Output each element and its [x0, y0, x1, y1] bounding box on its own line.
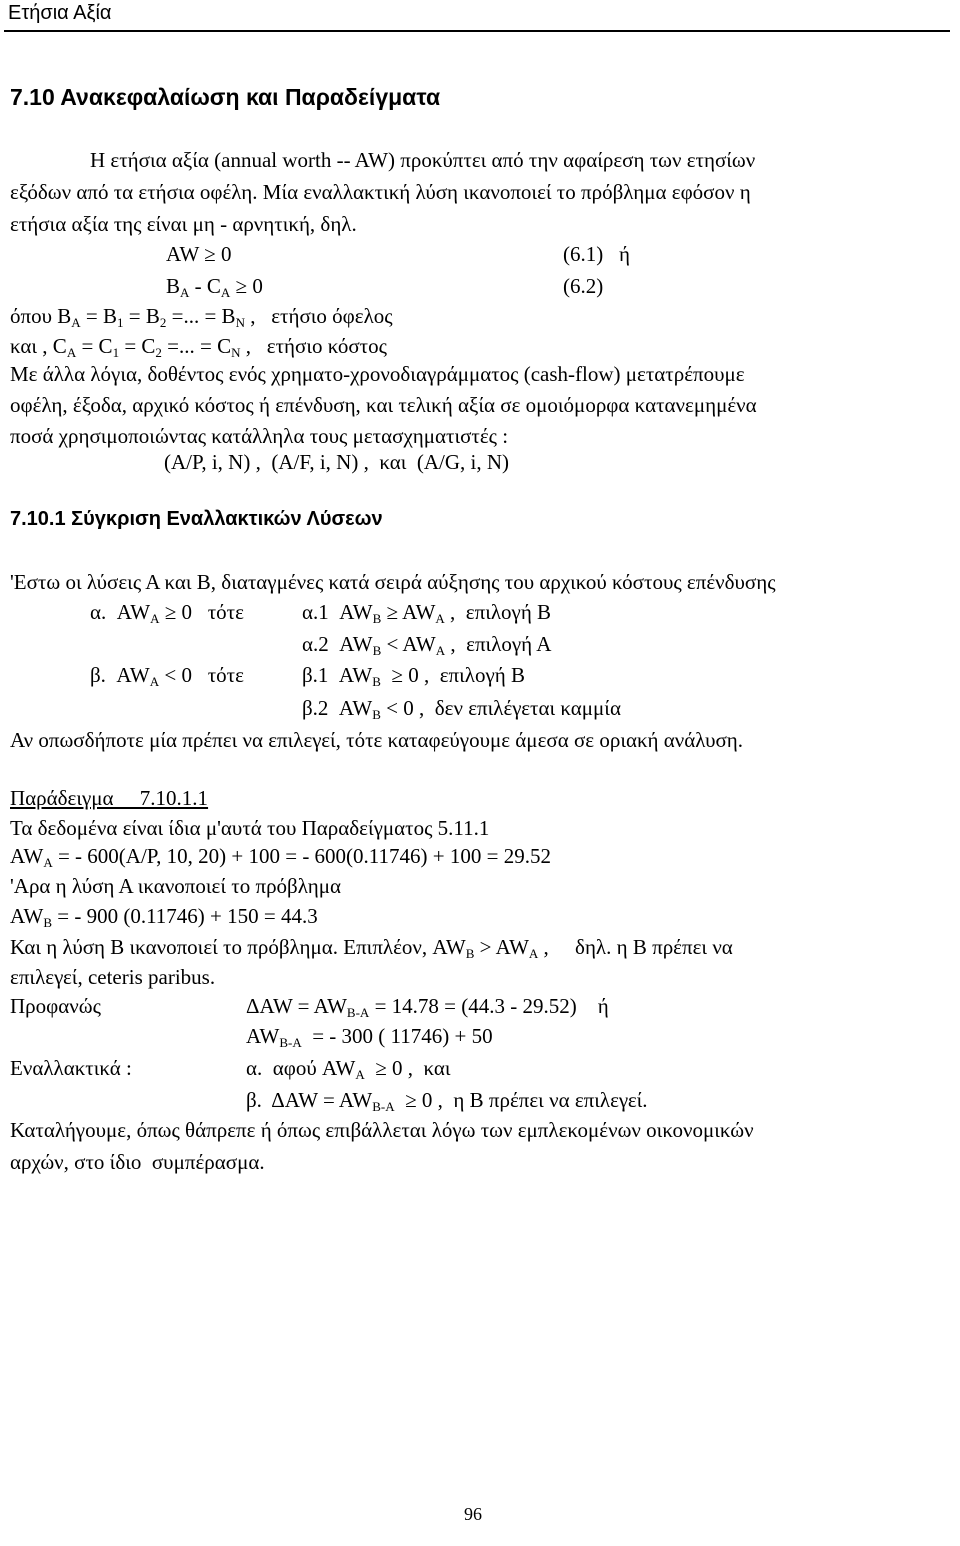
equation-6-2-ref: (6.2) [563, 274, 604, 298]
final-line-1: Καταλήγουμε, όπως θάπρεπε ή όπως επιβάλλεται λόγω των εμπλεκομένων οικονομικών [10, 1118, 754, 1142]
obviously-equation-2: $AW_{B-A}$ = - 300 ( 11746) + 50 [246, 1024, 493, 1050]
transform-factors: (A/P, i, N) , (A/F, i, N) , και (A/G, i, N) [164, 450, 510, 474]
obviously-equation: $\Delta AW = AW_{B-A} = 14.78 = (44.3 - 29.52)$ ή [246, 994, 609, 1020]
case-b2: β.2 $AW_B < 0$ , δεν επιλέγεται καμμία [302, 696, 621, 722]
paragraph-2-line-2: οφέλη, έξοδα, αρχικό κόστος ή επένδυση, και τελική αξία σε ομοιόμορφα κατανεμημένα [10, 393, 757, 417]
example-line-5: Και η λύση Β ικανοποιεί το πρόβλημα. Επιπλέον, $AW_B > AW_A$ , δηλ. η Β πρέπει να [10, 935, 733, 961]
case-b-condition: β. $AW_A < 0$ τότε [90, 663, 244, 689]
case-a2: α.2 $AW_B < AW_A$ , επιλογή Α [302, 632, 552, 658]
example-line-1: Τα δεδομένα είναι ίδια μ'αυτά του Παραδείγματος 5.11.1 [10, 816, 490, 840]
subsection-heading: 7.10.1 Σύγκριση Εναλλακτικών Λύσεων [10, 508, 383, 530]
running-header: Ετήσια Αξία [8, 2, 112, 24]
section-heading: 7.10 Ανακεφαλαίωση και Παραδείγματα [10, 84, 441, 110]
example-line-6: επιλεγεί, ceteris paribus. [10, 965, 216, 989]
equation-6-2: $B_A - C_A \ge 0$ [166, 274, 263, 300]
case-a1: α.1 $AW_B \ge AW_A$ , επιλογή Β [302, 600, 552, 626]
equation-6-1: AW ≥ 0 [166, 242, 232, 266]
example-title: Παράδειγμα 7.10.1.1 [10, 786, 209, 810]
alternatively-label: Εναλλακτικά : [10, 1056, 132, 1080]
obviously-label: Προφανώς [10, 994, 101, 1018]
intro-line-2: εξόδων από τα ετήσια οφέλη. Μία εναλλακτική λύση ικανοποιεί το πρόβλημα εφόσον η [10, 180, 751, 204]
page-number: 96 [464, 1504, 482, 1524]
case-b1: β.1 $AW_B \ge 0$ , επιλογή Β [302, 663, 525, 689]
compare-conclusion: Αν οπωσδήποτε μία πρέπει να επιλεγεί, τότε καταφεύγουμε άμεσα σε οριακή ανάλυση. [10, 728, 744, 752]
intro-line-3: ετήσια αξία της είναι μη - αρνητική, δηλ. [10, 212, 357, 236]
alternative-a: α. αφού $AW_A \ge 0$ , και [246, 1056, 451, 1082]
example-line-3: 'Αρα η λύση Α ικανοποιεί το πρόβλημα [10, 874, 341, 898]
case-a-condition: α. $AW_A \ge 0$ τότε [90, 600, 244, 626]
alternative-b: β. $\Delta AW = AW_{B-A} \ge 0$ , η Β πρέπει να επιλεγεί. [246, 1088, 648, 1114]
paragraph-2-line-3: ποσά χρησιμοποιώντας κατάλληλα τους μετασχηματιστές : [10, 424, 509, 448]
paragraph-2-line-1: Με άλλα λόγια, δοθέντος ενός χρηματο-χρονοδιαγράμματος (cash-flow) μετατρέπουμε [10, 362, 745, 386]
intro-line-1: Η ετήσια αξία (annual worth -- AW) προκύπτει από την αφαίρεση των ετησίων [90, 148, 756, 172]
example-awb: $AW_B$ = - 900 (0.11746) + 150 = 44.3 [10, 904, 318, 930]
equation-6-1-ref: (6.1) ή [563, 242, 630, 266]
example-awa: $AW_A$ = - 600(A/P, 10, 20) + 100 = - 600(0.11746) + 100 = 29.52 [10, 844, 551, 870]
cost-definition: και , $C_A = C_1 = C_2$ =... = $C_N$ , ετήσιο κόστος [10, 334, 387, 360]
benefit-definition: όπου $B_A = B_1 = B_2$ =... = $B_N$ , ετήσιο όφελος [10, 304, 393, 330]
final-line-2: αρχών, στο ίδιο συμπέρασμα. [10, 1150, 265, 1174]
header-rule [4, 30, 950, 32]
compare-intro: 'Εστω οι λύσεις Α και Β, διαταγμένες κατά σειρά αύξησης του αρχικού κόστους επένδυσης [10, 570, 776, 594]
